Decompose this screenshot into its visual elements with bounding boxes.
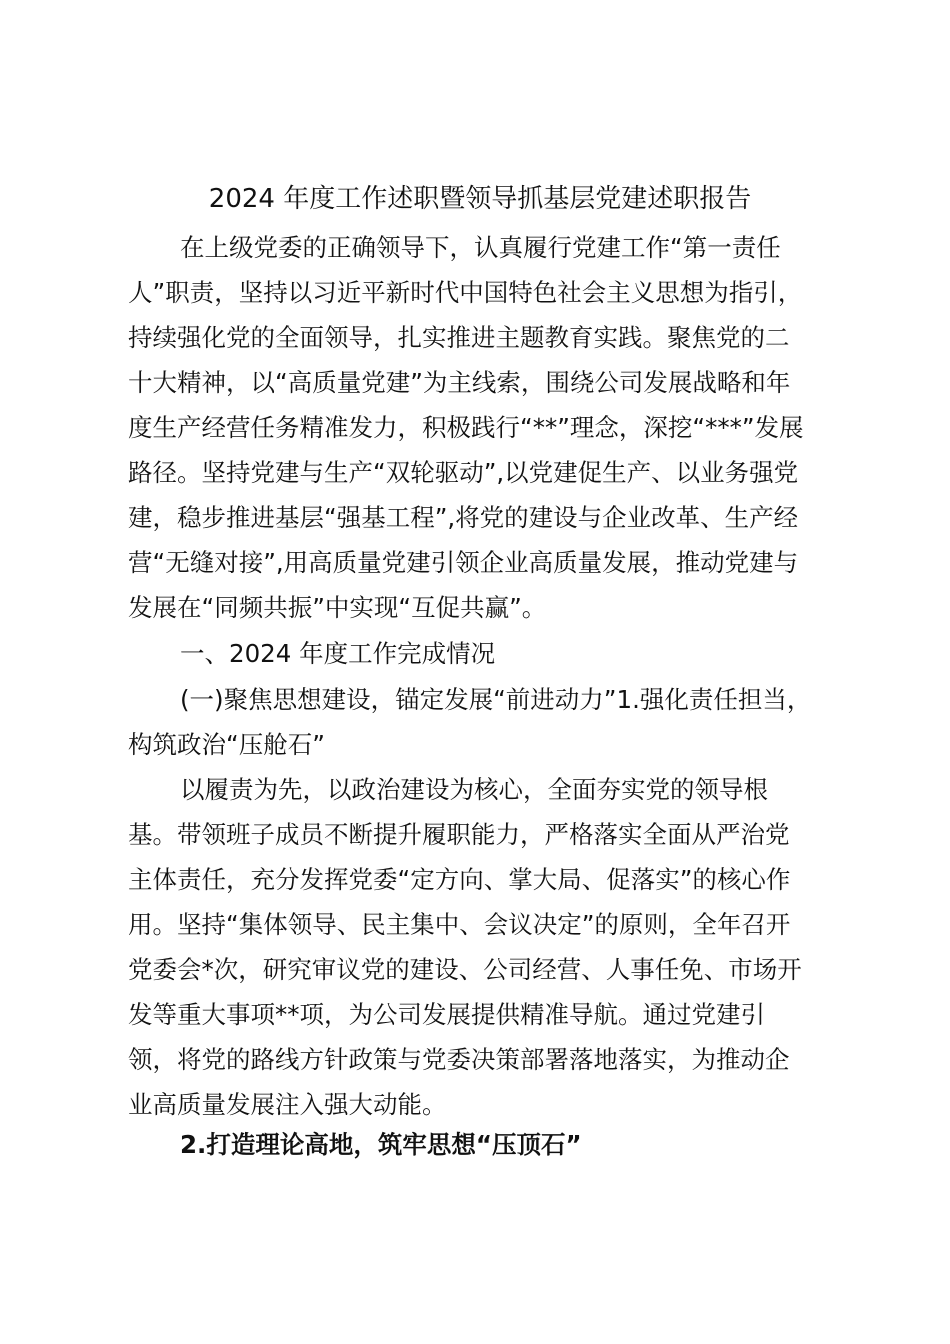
subsection-heading: (一)聚焦思想建设，锚定发展“前进动力”1.强化责任担当，	[180, 685, 812, 714]
paragraph-line: 建，稳步推进基层“强基工程”,将党的建设与企业改革、生产经	[128, 503, 799, 532]
paragraph-line: 领，将党的路线方针政策与党委决策部署落地落实，为推动企	[128, 1045, 790, 1074]
paragraph-line: 党委会*次，研究审议党的建设、公司经营、人事任免、市场开	[128, 955, 802, 984]
paragraph-line: 以履责为先，以政治建设为核心，全面夯实党的领导根	[180, 775, 768, 804]
paragraph-line: 路径。坚持党建与生产“双轮驱动”,以党建促生产、以业务强党	[128, 458, 799, 487]
paragraph-line: 发等重大事项**项，为公司发展提供精准导航。通过党建引	[128, 1000, 765, 1029]
paragraph-line: 用。坚持“集体领导、民主集中、会议决定”的原则，全年召开	[128, 910, 791, 939]
bold-subheading: 2.打造理论高地，筑牢思想“压顶石”	[180, 1130, 582, 1159]
paragraph-line: 主体责任，充分发挥党委“定方向、掌大局、促落实”的核心作	[128, 865, 791, 894]
paragraph-line: 十大精神，以“高质量党建”为主线索，围绕公司发展战略和年	[128, 368, 791, 397]
subsection-heading-cont: 构筑政治“压舱石”	[128, 730, 325, 759]
document-title: 2024 年度工作述职暨领导抓基层党建述职报告	[208, 184, 752, 214]
paragraph-line: 人”职责，坚持以习近平新时代中国特色社会主义思想为指引，	[128, 278, 803, 307]
paragraph-line: 持续强化党的全面领导，扎实推进主题教育实践。聚焦党的二	[128, 323, 790, 352]
section-heading: 一、2024 年度工作完成情况	[180, 639, 496, 668]
paragraph-line: 基。带领班子成员不断提升履职能力，严格落实全面从严治党	[128, 820, 790, 849]
paragraph-line: 营“无缝对接”,用高质量党建引领企业高质量发展，推动党建与	[128, 548, 799, 577]
paragraph-line: 在上级党委的正确领导下，认真履行党建工作“第一责任	[180, 233, 781, 262]
paragraph-line: 发展在“同频共振”中实现“互促共赢”。	[128, 593, 547, 622]
paragraph-line: 度生产经营任务精准发力，积极践行“**”理念，深挖“***”发展	[128, 413, 804, 442]
paragraph-line: 业高质量发展注入强大动能。	[128, 1090, 447, 1119]
